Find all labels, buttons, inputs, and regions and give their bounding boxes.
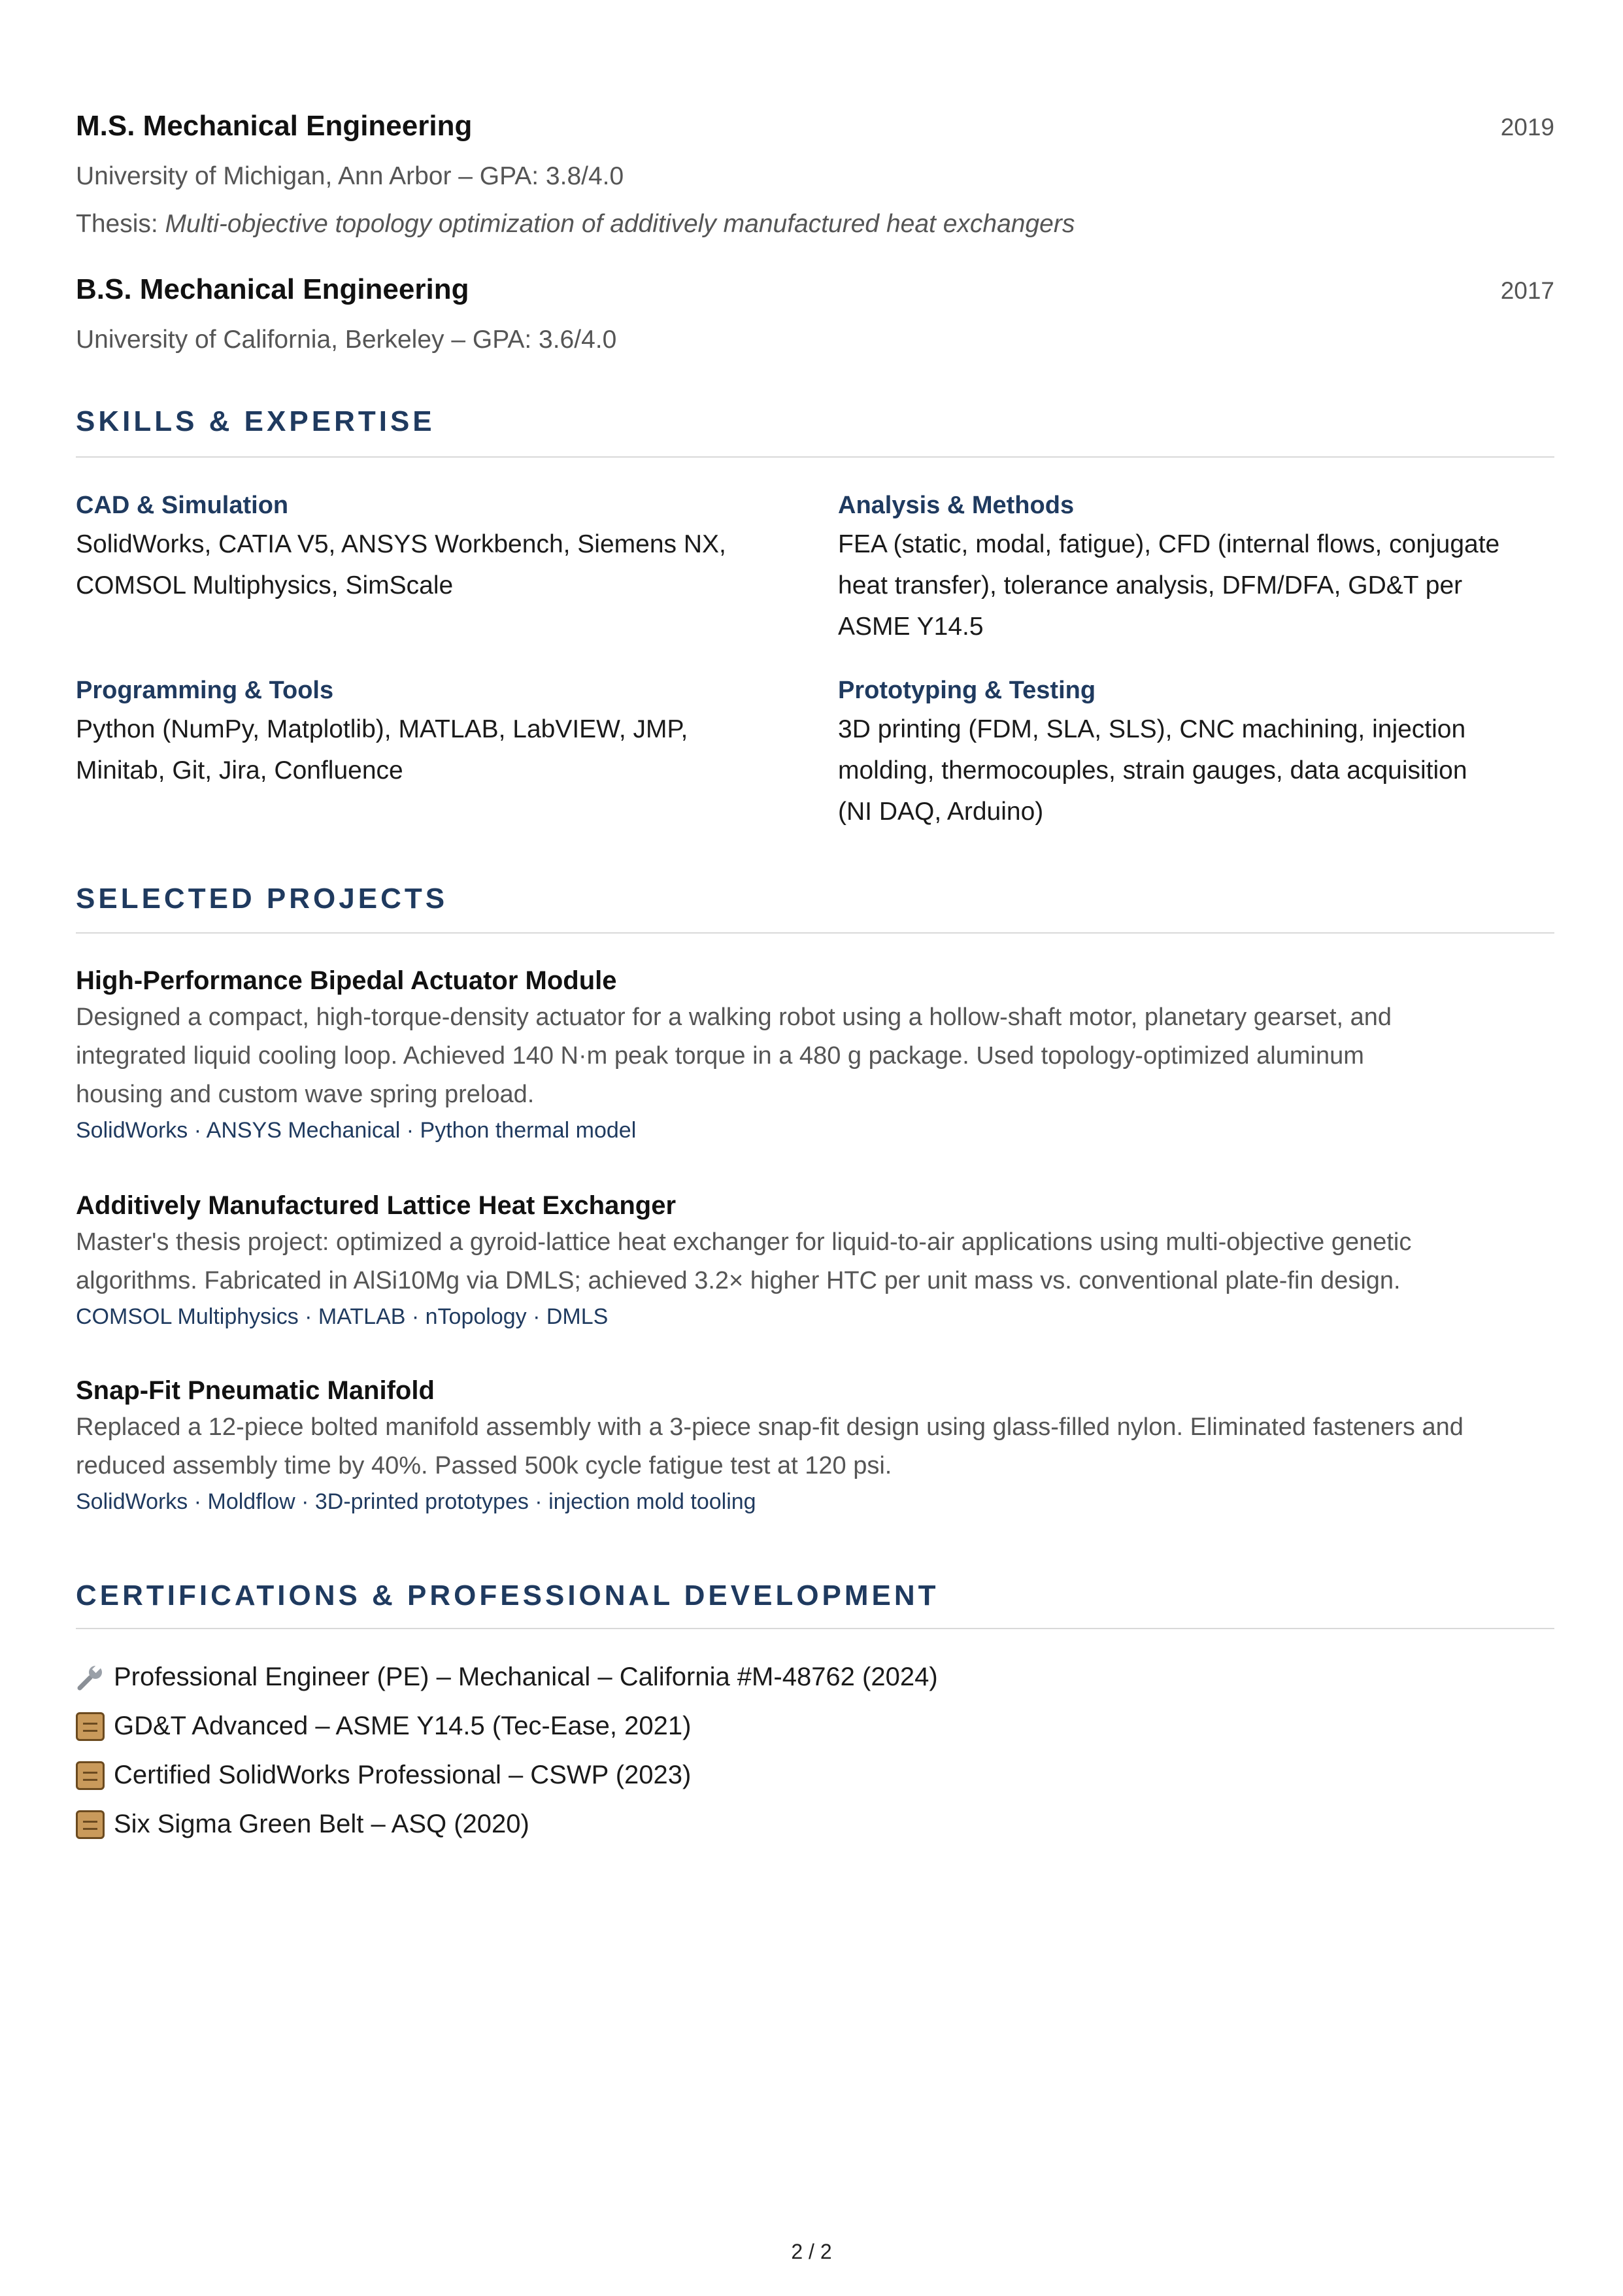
skill-group [838, 492, 1557, 647]
skill-category: Analysis & Methods [838, 492, 1075, 519]
cert-text: Certified SolidWorks Professional – CSWP (2023) [114, 1761, 692, 1789]
skill-category: Prototyping & Testing [838, 677, 1096, 704]
section-divider [76, 456, 1554, 458]
skill-list [838, 524, 1557, 647]
section-divider [76, 1628, 1554, 1629]
project-tags: COMSOL Multiphysics · MATLAB · nTopology · DMLS [76, 1304, 609, 1329]
school-line: University of California, Berkeley – GPA: 3.6/4.0 [76, 326, 617, 354]
skill-line: 3D printing (FDM, SLA, SLS), CNC machining, injection [838, 715, 1466, 743]
section-title-skills: SKILLS & EXPERTISE [76, 405, 435, 437]
description-line: Replaced a 12-piece bolted manifold assembly with a 3-piece snap-fit design using glass-filled nylon. Eliminated fasteners and [76, 1413, 1464, 1441]
description-line: integrated liquid cooling loop. Achieved 140 N·m peak torque in a 480 g package. Used topology-optimized aluminum [76, 1042, 1364, 1070]
cert-item [76, 1663, 938, 1692]
skill-group [76, 677, 801, 791]
project-item [76, 1191, 1554, 1330]
description-line: algorithms. Fabricated in AlSi10Mg via DMLS; achieved 3.2× higher HTC per unit mass vs. conventional plate-fin design. [76, 1267, 1401, 1294]
degree-title: M.S. Mechanical Engineering [76, 110, 473, 142]
cert-item [76, 1761, 691, 1790]
section-title-projects: SELECTED PROJECTS [76, 883, 448, 915]
scroll-icon [76, 1712, 105, 1741]
thesis-line [76, 210, 1075, 239]
skill-line: Minitab, Git, Jira, Confluence [76, 756, 403, 785]
project-tags: SolidWorks · ANSYS Mechanical · Python thermal model [76, 1118, 637, 1143]
section-divider [76, 932, 1554, 934]
skill-line: ASME Y14.5 [838, 613, 984, 641]
page-number: 2 / 2 [791, 2240, 832, 2263]
cert-text: Professional Engineer (PE) – Mechanical – California #M-48762 (2024) [114, 1663, 938, 1691]
skill-line: FEA (static, modal, fatigue), CFD (internal flows, conjugate [838, 530, 1500, 558]
project-title: Snap-Fit Pneumatic Manifold [76, 1376, 435, 1405]
skill-list [838, 709, 1557, 832]
resume-page [76, 0, 1554, 2296]
education-entry-bs [76, 273, 1554, 354]
description-line: reduced assembly time by 40%. Passed 500k cycle fatigue test at 120 psi. [76, 1452, 892, 1479]
skill-line: SolidWorks, CATIA V5, ANSYS Workbench, Siemens NX, [76, 530, 726, 558]
project-item [76, 1376, 1554, 1515]
skill-group [76, 492, 801, 606]
project-title: High-Performance Bipedal Actuator Module [76, 966, 617, 995]
description-line: housing and custom wave spring preload. [76, 1081, 535, 1108]
section-title-certifications: CERTIFICATIONS & PROFESSIONAL DEVELOPMENT [76, 1579, 939, 1612]
skill-line: heat transfer), tolerance analysis, DFM/DFA, GD&T per [838, 571, 1463, 599]
description-line: Designed a compact, high-torque-density actuator for a walking robot using a hollow-shaft motor, planetary gearset, and [76, 1004, 1392, 1031]
skill-category: Programming & Tools [76, 677, 334, 704]
scroll-icon [76, 1810, 105, 1839]
skill-list [76, 524, 801, 606]
degree-year: 2017 [1500, 277, 1554, 304]
skill-line: Python (NumPy, Matplotlib), MATLAB, LabVIEW, JMP, [76, 715, 688, 743]
degree-year: 2019 [1500, 114, 1554, 141]
project-description [76, 1408, 1554, 1485]
project-description [76, 998, 1554, 1114]
thesis-label: Thesis: [76, 210, 158, 238]
skill-line: (NI DAQ, Arduino) [838, 798, 1044, 826]
project-description [76, 1223, 1554, 1300]
cert-text: Six Sigma Green Belt – ASQ (2020) [114, 1810, 529, 1838]
skill-line: COMSOL Multiphysics, SimScale [76, 571, 454, 599]
scroll-icon [76, 1761, 105, 1790]
project-tags: SolidWorks · Moldflow · 3D-printed prototypes · injection mold tooling [76, 1489, 756, 1514]
cert-item [76, 1712, 691, 1741]
education-entry-ms [76, 110, 1554, 238]
wrench-icon [76, 1663, 105, 1692]
school-line: University of Michigan, Ann Arbor – GPA: 3.8/4.0 [76, 162, 624, 190]
skill-category: CAD & Simulation [76, 492, 289, 519]
skill-line: molding, thermocouples, strain gauges, data acquisition [838, 756, 1467, 785]
thesis-title: Multi-objective topology optimization of additively manufactured heat exchangers [165, 210, 1075, 238]
skill-group [838, 677, 1557, 832]
project-title: Additively Manufactured Lattice Heat Exchanger [76, 1191, 677, 1220]
cert-item [76, 1810, 529, 1839]
skill-list [76, 709, 801, 791]
description-line: Master's thesis project: optimized a gyroid-lattice heat exchanger for liquid-to-air applications using multi-objective genetic [76, 1228, 1412, 1256]
project-item [76, 966, 1554, 1143]
cert-text: GD&T Advanced – ASME Y14.5 (Tec-Ease, 2021) [114, 1712, 692, 1740]
degree-title: B.S. Mechanical Engineering [76, 273, 469, 305]
